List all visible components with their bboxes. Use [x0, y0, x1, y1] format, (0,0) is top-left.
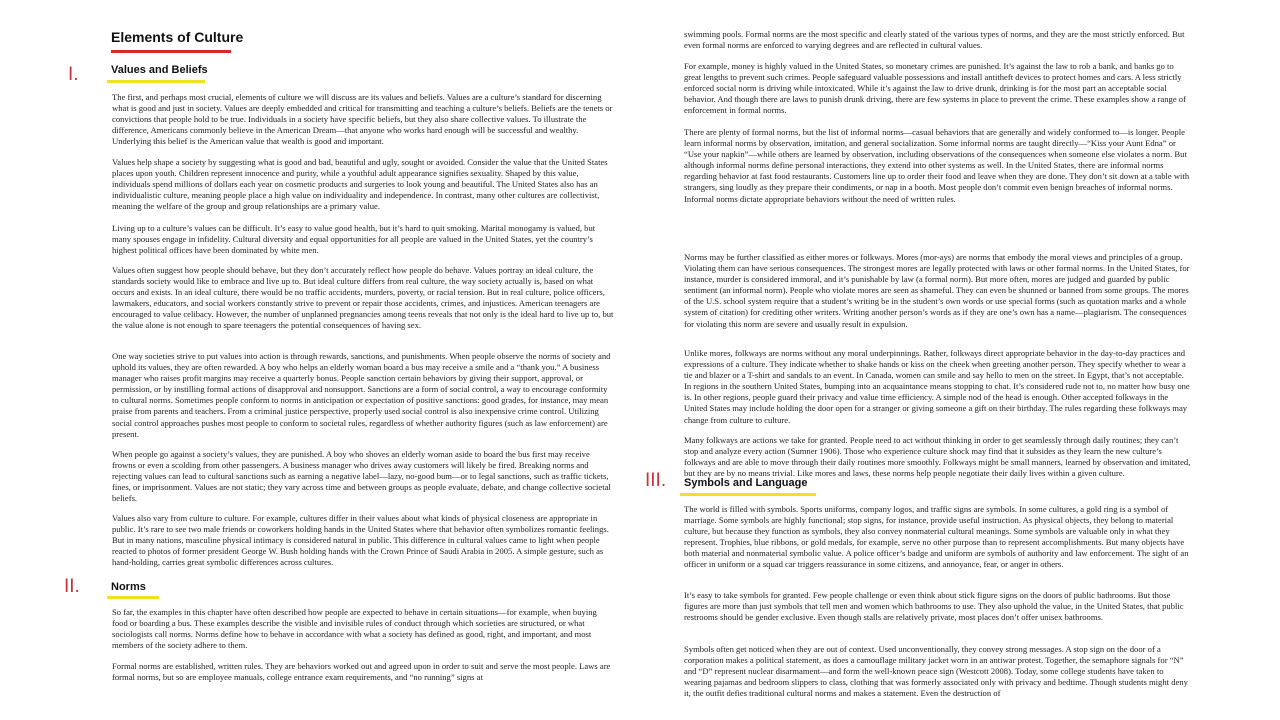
section-underline: [107, 596, 159, 599]
section-heading-norms: Norms: [111, 581, 146, 593]
section-numeral-1: I.: [68, 64, 79, 85]
paragraph: When people go against a society’s values, they are punished. A boy who shoves an elderly woman aside to board the bus first may receive frowns or even a scolding from other passengers. A business manager who drives away customers will likely be fired. Breaking norms and rejecting values can lead to cultural sanctions such as earning a negative label—lazy, no-good bum—or to legal sanctions, such as traffic tickets, fines, or imprisonment. Values are not static; they vary across time and between groups as people evaluate, debate, and change collective societal beliefs.: [112, 449, 611, 504]
paragraph: Values also vary from culture to culture. For example, cultures differ in their values about what kinds of physical closeness are appropriate in public. It’s rare to see two male friends or coworkers holding hands in the United States where that behavior often symbolizes romantic feelings. But in many nations, masculine physical intimacy is considered natural in public. This difference in cultural values came to light when people reacted to photos of former president George W. Bush holding hands with the Crown Prince of Saudi Arabia in 2005. A simple gesture, such as hand-holding, carries great symbolic differences across cultures.: [112, 513, 609, 568]
paragraph: For example, money is highly valued in the United States, so monetary crimes are punished. It’s against the law to rob a bank, and banks go to great lengths to prevent such crimes. People safeguard valuable possessions and install antitheft devices to protect homes and cars. A less strictly enforced social norm is driving while intoxicated. While it’s against the law to drive drunk, drinking is for the most part an acceptable social behavior. And though there are laws to punish drunk driving, there are few systems in place to prevent the crime. These examples show a range of enforcement in formal norms.: [684, 61, 1186, 116]
paragraph: The world is filled with symbols. Sports uniforms, company logos, and traffic signs are symbols. In some cultures, a gold ring is a symbol of marriage. Some symbols are highly functional; stop signs, for instance, provide useful instruction. As physical objects, they belong to material culture, but because they function as symbols, they also convey nonmaterial cultural meanings. Some symbols are valuable only in what they represent. Trophies, blue ribbons, or gold medals, for example, serve no other purpose than to represent accomplishments. But many objects have both material and nonmaterial symbolic value. A police officer’s badge and uniform are symbols of authority and law enforcement. The sight of an officer in uniform or a squad car triggers reassurance in some citizens, and annoyance, fear, or anger in others.: [684, 504, 1189, 570]
paragraph: Formal norms are established, written rules. They are behaviors worked out and agreed upon in order to suit and serve the most people. Laws are formal norms, but so are employee manuals, college entrance exam requirements, and “no running” signs at: [112, 661, 611, 683]
section-heading-values-and-beliefs: Values and Beliefs: [111, 64, 208, 76]
document-title: Elements of Culture: [111, 29, 244, 45]
paragraph: Values often suggest how people should behave, but they don’t accurately reflect how people do behave. Values portray an ideal culture, the standards society would like to embrace and live up to. But ideal culture differs from real culture, the way society actually is, based on what occurs and exists. In an ideal culture, there would be no traffic accidents, murders, poverty, or racial tension. But in real culture, police officers, lawmakers, educators, and social workers constantly strive to prevent or repair those accidents, crimes, and injustices. American teenagers are encouraged to value celibacy. However, the number of unplanned pregnancies among teens reveals that not only is the ideal hard to live up to, but the value alone is not enough to spare teenagers the potential consequences of having sex.: [112, 265, 614, 331]
paragraph: One way societies strive to put values into action is through rewards, sanctions, and punishments. When people observe the norms of society and uphold its values, they are often rewarded. A boy who helps an elderly woman board a bus may receive a smile and a “thank you.” A business manager who raises profit margins may receive a quarterly bonus. People sanction certain behaviors by giving their support, approval, or permission, or by instilling formal actions of disapproval and nonsupport. Sanctions are a form of social control, a way to encourage conformity to cultural norms. Sometimes people conform to norms in anticipation or expectation of positive sanctions: good grades, for instance, may mean praise from parents and teachers. From a criminal justice perspective, properly used social control is also inexpensive crime control. Utilizing social control approaches pushes most people to conform to societal rules, regardless of whether authority figures (such as law enforcement) are present.: [112, 351, 611, 439]
paragraph: Norms may be further classified as either mores or folkways. Mores (mor-ays) are norms that embody the moral views and principles of a group. Violating them can have serious consequences. The strongest mores are legally protected with laws or other formal norms. In the United States, for instance, murder is considered immoral, and it’s punishable by law (a formal norm). But more often, mores are judged and guarded by public sentiment (an informal norm). People who violate mores are seen as shameful. They can even be shunned or banned from some groups. The mores of the U.S. school system require that a student’s writing be in the student’s own words or use special forms (such as quotation marks and a whole system of citation) for crediting other writers. Writing another person’s words as if they are one’s own has a name—plagiarism. The consequences for violating this norm are severe and usually result in expulsion.: [684, 252, 1190, 329]
paragraph: Living up to a culture’s values can be difficult. It’s easy to value good health, but it’s hard to quit smoking. Marital monogamy is valued, but many spouses engage in infidelity. Cultural diversity and equal opportunities for all people are valued in the United States, yet the country’s highest political offices have been dominated by white men.: [112, 223, 596, 256]
paragraph: There are plenty of formal norms, but the list of informal norms—casual behaviors that are generally and widely conformed to—is longer. People learn informal norms by observation, imitation, and general socialization. Some informal norms are taught directly—“Kiss your Aunt Edna” or “Use your napkin”—while others are learned by observation, including observations of the consequences when someone else violates a norm. But although informal norms define personal interactions, they extend into other systems as well. In the United States, there are informal norms regarding behavior at fast food restaurants. Customers line up to order their food and leave when they are done. They don’t sit down at a table with strangers, sing loudly as they prepare their condiments, or nap in a booth. Most people don’t commit even benign breaches of informal norms. Informal norms dictate appropriate behaviors without the need of written rules.: [684, 127, 1190, 204]
paragraph: It’s easy to take symbols for granted. Few people challenge or even think about stick figure signs on the doors of public bathrooms. But those figures are more than just symbols that tell men and women which bathrooms to use. They also uphold the value, in the United States, that public restrooms should be gender exclusive. Even though stalls are relatively private, most places don’t offer unisex bathrooms.: [684, 590, 1184, 623]
paragraph: Many folkways are actions we take for granted. People need to act without thinking in order to get seamlessly through daily routines; they can’t stop and analyze every action (Sumner 1906). Those who experience culture shock may find that it subsides as they learn the new culture’s folkways and are able to move through their daily routines more smoothly. Folkways might be small manners, learned by observation and imitated, but they are by no means trivial. Like mores and laws, these norms help people negotiate their daily lives within a given culture.: [684, 435, 1191, 479]
paragraph: The first, and perhaps most crucial, elements of culture we will discuss are its values and beliefs. Values are a culture’s standard for discerning what is good and just in society. Values are deeply embedded and critical for transmitting and teaching a culture’s beliefs. Beliefs are the tenets or convictions that people hold to be true. Individuals in a society have specific beliefs, but they also share collective values. To illustrate the difference, Americans commonly believe in the American Dream—that anyone who works hard enough will be successful and wealthy. Underlying this belief is the American value that wealth is good and important.: [112, 92, 613, 147]
section-underline: [680, 493, 816, 496]
paragraph: So far, the examples in this chapter have often described how people are expected to behave in certain situations—for example, when buying food or boarding a bus. These examples describe the visible and invisible rules of conduct through which societies are structured, or what sociologists call norms. Norms define how to behave in accordance with what a society has defined as good, right, and important, and most members of the society adhere to them.: [112, 607, 597, 651]
paragraph: Symbols often get noticed when they are out of context. Used unconventionally, they convey strong messages. A stop sign on the door of a corporation makes a political statement, as does a camouflage military jacket worn in an antiwar protest. Together, the semaphore signals for “N” and “D” represent nuclear disarmament—and form the well-known peace sign (Westcott 2008). Today, some college students have taken to wearing pajamas and bedroom slippers to class, clothing that was formerly associated only with privacy and bedtime. Though students might deny it, the outfit defies traditional cultural norms and makes a statement. Even the destruction of: [684, 644, 1188, 699]
section-numeral-3: III.: [645, 470, 667, 491]
section-heading-symbols-and-language: Symbols and Language: [684, 477, 808, 489]
title-underline: [111, 50, 231, 53]
paragraph: Values help shape a society by suggesting what is good and bad, beautiful and ugly, sought or avoided. Consider the value that the United States places upon youth. Children represent innocence and purity, while a youthful adult appearance signifies sexuality. Shaped by this value, individuals spend millions of dollars each year on cosmetic products and surgeries to look young and beautiful. The United States also has an individualistic culture, meaning people place a high value on individuality and independence. In contrast, many other cultures are collectivist, meaning the welfare of the group and group relationships are a primary value.: [112, 157, 608, 212]
paragraph: swimming pools. Formal norms are the most specific and clearly stated of the various types of norms, and they are the most strictly enforced. But even formal norms are enforced to varying degrees and are reflected in cultural values.: [684, 29, 1185, 51]
section-underline: [107, 80, 205, 83]
section-numeral-2: II.: [64, 576, 80, 597]
paragraph: Unlike mores, folkways are norms without any moral underpinnings. Rather, folkways direct appropriate behavior in the day-to-day practices and expressions of a culture. They indicate whether to shake hands or kiss on the cheek when greeting another person. They specify whether to wear a tie and blazer or a T-shirt and sandals to an event. In Canada, women can smile and say hello to men on the street. In Egypt, that’s not acceptable. In regions in the southern United States, bumping into an acquaintance means stopping to chat. It’s considered rude not to, no matter how busy one is. In other regions, people guard their privacy and value time efficiency. A simple nod of the head is enough. Other accepted folkways in the United States may include holding the door open for a stranger or giving someone a gift on their birthday. The rules regarding these folkways may change from culture to culture.: [684, 348, 1190, 425]
